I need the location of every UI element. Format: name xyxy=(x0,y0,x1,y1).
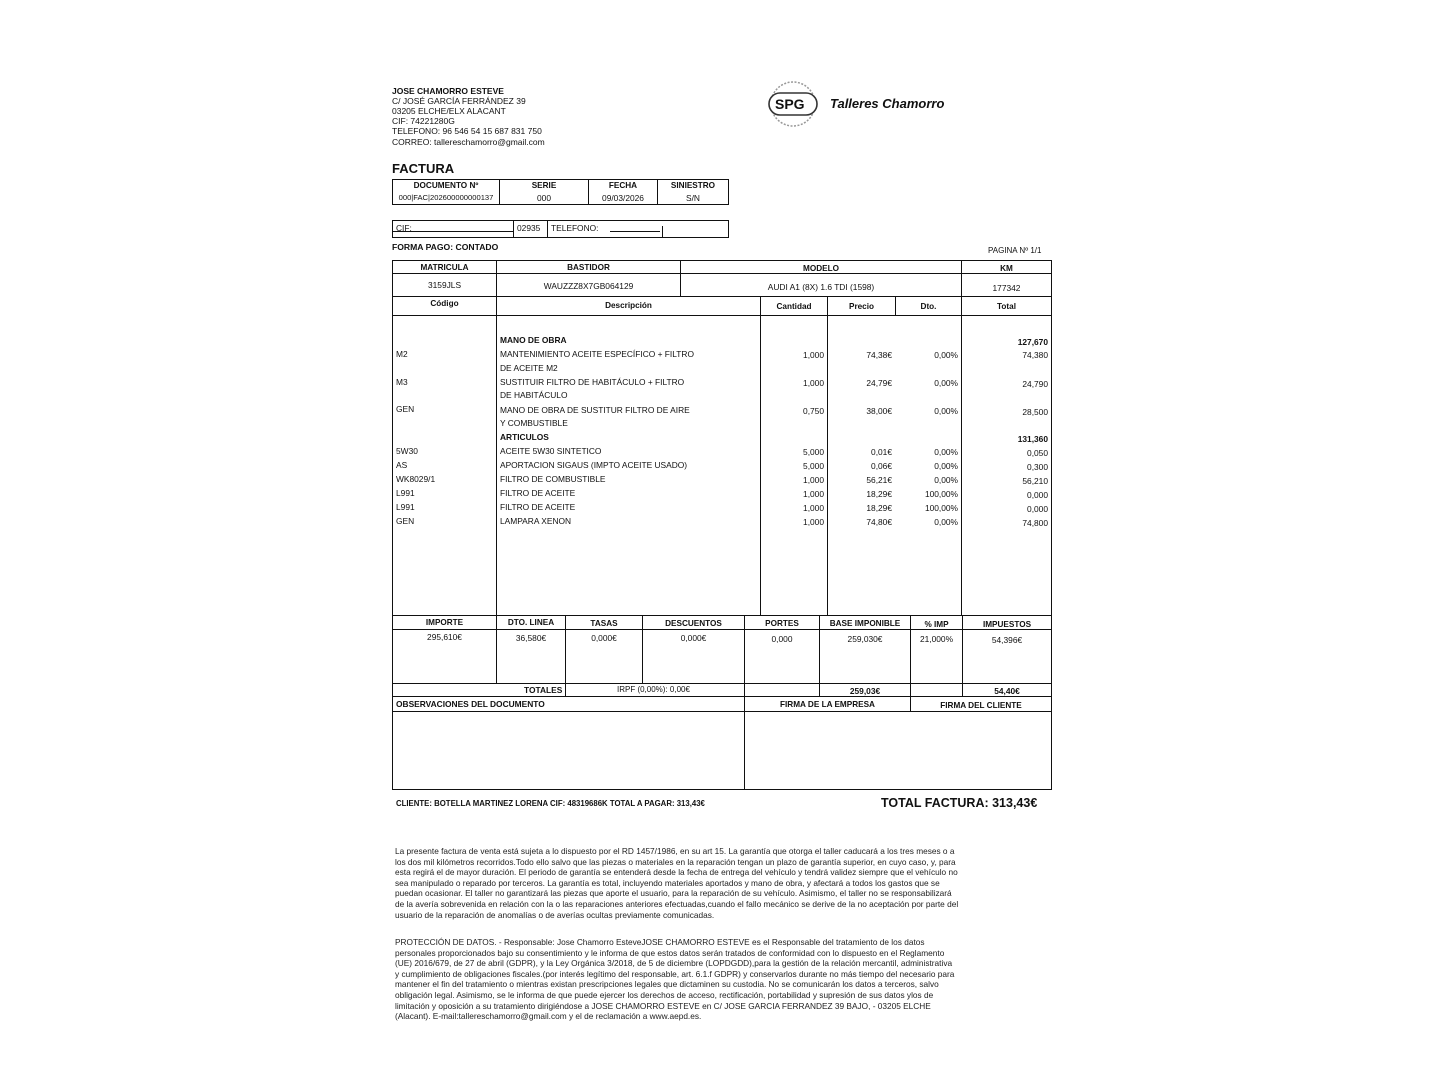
invoice-total: TOTAL FACTURA: 313,43€ xyxy=(881,796,1038,810)
line-code: WK8029/1 xyxy=(396,474,436,484)
shipping-header: PORTES xyxy=(765,619,799,628)
line-code: L991 xyxy=(396,502,415,512)
tax-total: 54,40€ xyxy=(994,686,1020,696)
quantity-header: Cantidad xyxy=(776,302,812,311)
line-desc: MANO DE OBRA xyxy=(500,335,567,345)
line-dto: 0,00% xyxy=(934,461,958,471)
observations-label: OBSERVACIONES DEL DOCUMENTO xyxy=(396,699,545,709)
doc-number-header: DOCUMENTO Nº xyxy=(413,181,479,190)
line-code: L991 xyxy=(396,488,415,498)
company-email: CORREO: tallereschamorro@gmail.com xyxy=(392,137,545,147)
data-protection-notice: PROTECCIÓN DE DATOS. - Responsable: Jose Chamorro EsteveJOSE CHAMORRO ESTEVE es el Responsable del tratamiento de los datos personales proporcionados bajo su consentimiento y le informa de que estos datos serán tratados de conformidad con lo dispuesto en el Reglamento (UE) 2016/679, de 27 de abril (GDPR), y la Ley Orgánica 3/2018, de 5 de diciembre (LOPDGDD),para la gestión de la relación mercantil, administrativa y cumplimiento de obligaciones fiscales.(por interés legítimo del responsable, art. 6.1.f GDPR) y conservarlos durante no más tiempo del necesario para mantener el fin del tratamiento o mientras existan prescripciones legales que dictaminen su custodia. No se comunicarán los datos a terceros, salvo obligación legal. Asimismo, se le informa de que puede ejercer los derechos de acceso, rectificación, portabilidad y supresión de sus datos ylos de limitación y oposición a su tratamiento dirigiéndose a JOSE CHAMORRO ESTEVE en C/ JOSE GARCIA FERRANDEZ 39 BAJO, - 03205 ELCHE (Alacant). E-mail:tallereschamorro@gmail.com y el de reclamación a www.aepd.es. xyxy=(395,937,955,1022)
date-header: FECHA xyxy=(608,181,638,190)
line-dto: 100,00% xyxy=(924,503,958,513)
model-value: AUDI A1 (8X) 1.6 TDI (1598) xyxy=(767,282,875,292)
line-price: 56,21€ xyxy=(866,475,892,485)
tax-rate-header: % IMP xyxy=(924,620,949,629)
line-total: 56,210 xyxy=(1022,476,1048,486)
line-qty: 1,000 xyxy=(803,503,824,513)
claim-header: SINIESTRO xyxy=(670,181,716,190)
line-total: 0,050 xyxy=(1027,448,1048,458)
taxes-value: 0,000€ xyxy=(591,633,617,643)
claim-value: S/N xyxy=(686,193,700,203)
tax-base-value: 259,030€ xyxy=(847,634,883,644)
document-title: FACTURA xyxy=(392,161,455,176)
line-price: 38,00€ xyxy=(866,406,892,416)
company-signature-label: FIRMA DE LA EMPRESA xyxy=(780,700,875,709)
line-desc-2: DE HABITÁCULO xyxy=(500,390,568,400)
code-header: Código xyxy=(430,299,459,308)
line-dto: 0,00% xyxy=(934,378,958,388)
line-desc-2: DE ACEITE M2 xyxy=(500,363,558,373)
line-total: 74,800 xyxy=(1022,518,1048,528)
line-code: GEN xyxy=(396,404,415,414)
base-total: 259,03€ xyxy=(849,686,881,696)
line-dto: 0,00% xyxy=(934,517,958,527)
plate-header: MATRICULA xyxy=(420,263,469,272)
line-code: AS xyxy=(396,460,408,470)
line-desc: ARTICULOS xyxy=(500,432,549,442)
line-code: M3 xyxy=(396,377,408,387)
model-header: MODELO xyxy=(803,264,839,273)
company-address-1: C/ JOSÉ GARCÍA FERRÁNDEZ 39 xyxy=(392,96,526,106)
km-header: KM xyxy=(1000,264,1013,273)
client-code: 02935 xyxy=(517,223,541,233)
page-number: PAGINA Nº 1/1 xyxy=(988,246,1042,255)
line-price: 18,29€ xyxy=(866,489,892,499)
line-code: 5W30 xyxy=(396,446,418,456)
line-desc: LAMPARA XENON xyxy=(500,516,572,526)
line-desc: MANO DE OBRA DE SUSTITUR FILTRO DE AIRE xyxy=(500,405,690,415)
doc-number: 000|FAC|202600000000137 xyxy=(398,193,494,202)
description-header: Descripción xyxy=(605,301,652,310)
line-discount-value: 36,580€ xyxy=(515,633,547,643)
line-desc-2: Y COMBUSTIBLE xyxy=(500,418,568,428)
line-desc: ACEITE 5W30 SINTETICO xyxy=(500,446,602,456)
line-qty: 1,000 xyxy=(803,378,824,388)
taxes-amount-value: 54,396€ xyxy=(991,635,1023,645)
line-desc: FILTRO DE ACEITE xyxy=(500,502,576,512)
line-desc: APORTACION SIGAUS (IMPTO ACEITE USADO) xyxy=(500,460,688,470)
taxes-header: TASAS xyxy=(590,619,618,628)
line-total: 0,300 xyxy=(1027,462,1048,472)
line-dto: 0,00% xyxy=(934,406,958,416)
line-desc: FILTRO DE ACEITE xyxy=(500,488,576,498)
discounts-value: 0,000€ xyxy=(680,633,707,643)
company-logo xyxy=(763,78,963,130)
line-total: 0,000 xyxy=(1027,504,1048,514)
line-code: M2 xyxy=(396,349,408,359)
line-total: 127,670 xyxy=(1017,337,1048,347)
company-address-2: 03205 ELCHE/ELX ALACANT xyxy=(392,106,506,116)
logo-badge: SPG xyxy=(775,96,805,112)
line-desc: SUSTITUIR FILTRO DE HABITÁCULO + FILTRO xyxy=(500,377,685,387)
line-qty: 1,000 xyxy=(803,475,824,485)
line-total: 24,790 xyxy=(1022,379,1048,389)
line-price: 74,80€ xyxy=(866,517,892,527)
line-qty: 1,000 xyxy=(803,517,824,527)
client-signature-label: FIRMA DEL CLIENTE xyxy=(940,701,1022,710)
series-value: 000 xyxy=(537,193,551,203)
line-dto: 100,00% xyxy=(924,489,958,499)
import-header: IMPORTE xyxy=(425,618,464,627)
line-total: 131,360 xyxy=(1017,434,1048,444)
line-price: 18,29€ xyxy=(866,503,892,513)
taxes-amount-header: IMPUESTOS xyxy=(982,620,1032,629)
company-cif: CIF: 74221280G xyxy=(392,116,455,126)
line-total: 0,000 xyxy=(1027,490,1048,500)
discounts-header: DESCUENTOS xyxy=(665,619,722,628)
line-dto: 0,00% xyxy=(934,475,958,485)
line-desc: MANTENIMIENTO ACEITE ESPECÍFICO + FILTRO xyxy=(500,349,694,359)
irpf-value: IRPF (0,00%): 0,00€ xyxy=(617,685,690,694)
line-dto: 0,00% xyxy=(934,447,958,457)
vin-header: BASTIDOR xyxy=(567,263,610,272)
price-header: Precio xyxy=(848,302,875,311)
total-header: Total xyxy=(997,302,1016,311)
company-phone: TELEFONO: 96 546 54 15 687 831 750 xyxy=(392,126,542,136)
line-discount-header: DTO. LINEA xyxy=(507,618,555,627)
line-price: 74,38€ xyxy=(866,350,892,360)
line-qty: 1,000 xyxy=(803,350,824,360)
line-dto: 0,00% xyxy=(934,350,958,360)
import-value: 295,610€ xyxy=(427,632,462,642)
line-total: 74,380 xyxy=(1022,350,1048,360)
line-price: 0,06€ xyxy=(871,461,892,471)
payment-method: FORMA PAGO: CONTADO xyxy=(392,242,499,252)
shipping-value: 0,000 xyxy=(771,634,793,644)
line-qty: 5,000 xyxy=(803,447,824,457)
warranty-terms: La presente factura de venta está sujeta a lo dispuesto por el RD 1457/1986, en su art 15. La garantía que otorga el taller caducará a los tres meses o a los dos mil kilómetros recorridos.Todo ello salvo que las piezas o materiales en la reparación tengan un plazo de garantía superior, en cuyo caso, y, para esta regirá el de mayor duración. El periodo de garantía se entenderá desde la fecha de entrega del vehículo y tendrá validez siempre que el vehículo no sea manipulado o reparado por terceros. La garantía es total, incluyendo materiales aportados y mano de obra, y afectará a todos los gastos que se puedan ocasionar. El taller no garantizará las piezas que aporte el usuario, para la reparación de su vehículo. Asimismo, el taller no se responsabilizará de la avería sobrevenida en relación con la o las reparaciones anteriores efectuadas,cuando el fallo mecánico se derive de la no aceptación por parte del usuario de la reparación de anomalías o de averías ocultas previamente comunicadas. xyxy=(395,846,959,920)
line-price: 24,79€ xyxy=(866,378,892,388)
client-cif-label: CIF: xyxy=(396,223,412,233)
vin-value: WAUZZZ8X7GB064129 xyxy=(543,281,634,291)
series-header: SERIE xyxy=(531,181,557,190)
date-value: 09/03/2026 xyxy=(602,193,644,203)
line-qty: 1,000 xyxy=(803,489,824,499)
plate-value: 3159JLS xyxy=(427,280,462,290)
discount-header: Dto. xyxy=(920,302,937,311)
line-desc: FILTRO DE COMBUSTIBLE xyxy=(500,474,606,484)
line-qty: 5,000 xyxy=(803,461,824,471)
km-value: 177342 xyxy=(992,283,1021,293)
line-total: 28,500 xyxy=(1022,407,1048,417)
line-qty: 0,750 xyxy=(803,406,824,416)
logo-name: Talleres Chamorro xyxy=(830,96,945,111)
totals-label: TOTALES xyxy=(524,685,563,695)
company-name: JOSE CHAMORRO ESTEVE xyxy=(392,86,504,96)
client-phone-label: TELEFONO: xyxy=(551,223,599,233)
tax-base-header: BASE IMPONIBLE xyxy=(829,619,901,628)
line-code: GEN xyxy=(396,516,415,526)
line-price: 0,01€ xyxy=(871,447,892,457)
client-line: CLIENTE: BOTELLA MARTINEZ LORENA CIF: 48319686K TOTAL A PAGAR: 313,43€ xyxy=(396,799,705,808)
tax-rate-value: 21,000% xyxy=(919,634,954,644)
